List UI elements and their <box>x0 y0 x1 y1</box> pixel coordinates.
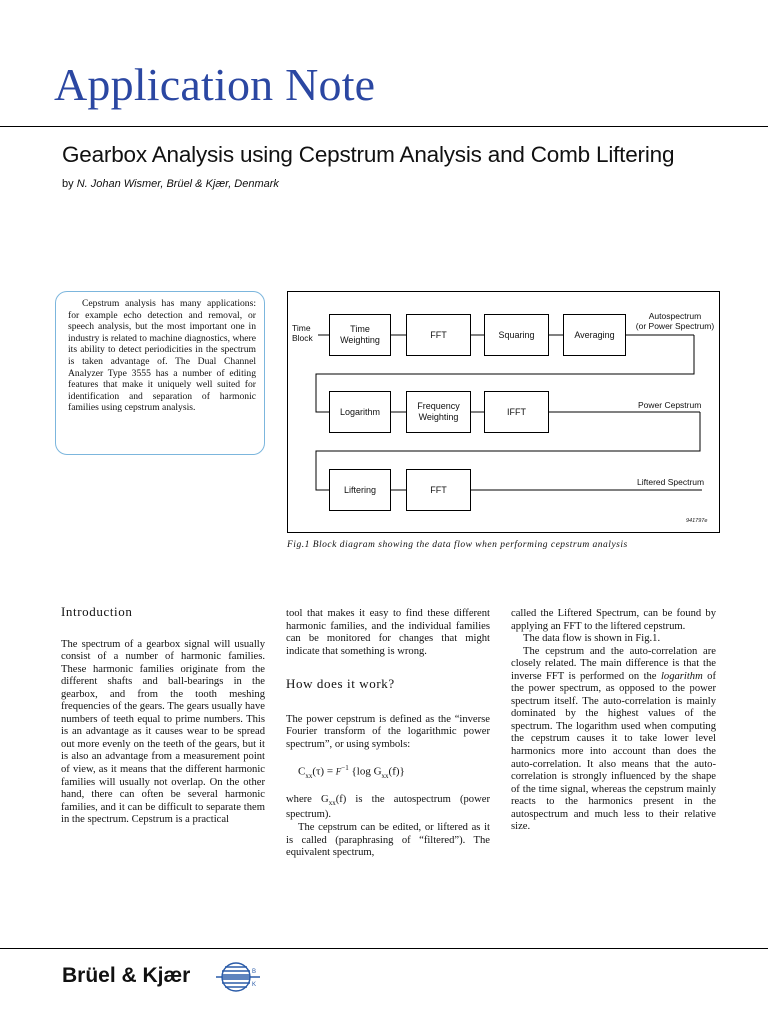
fft-block: FFT <box>406 314 471 356</box>
fft-block-2: FFT <box>406 469 471 511</box>
figure-code: 941797e <box>686 518 708 524</box>
liftered-spectrum-label: Liftered Spectrum <box>637 477 705 487</box>
col3-paragraph-1: called the Liftered Spectrum, can be found by applying an FFT to the liftered cepstrum. <box>511 608 716 632</box>
col2-paragraph-2: The power cepstrum is defined as the “inverse Fourier transform of the logarithmic power spectrum”, or using symbols: <box>286 713 490 750</box>
how-it-works-heading: How does it work? <box>286 676 395 692</box>
time-weighting-block: Time Weighting <box>329 314 391 356</box>
intro-paragraph: The spectrum of a gearbox signal will usually consist of a number of harmonic families. These harmonic families originate from the different shafts and ball-bearings in the gearbox, and from the tooth meshing frequencies of the gears. The gears usually have numbers of teeth equal to prime numbers. This is an advantage as it causes wear to be spread out more evenly on the teeth of the gears, but it is also an advantage from a measurement point of view, as it means that the different harmonic families will usually not overlap. On the other hand, there can often be several harmonic families, and it can be difficult to separate them in the spectrum. Cepstrum is a practical <box>61 638 265 826</box>
column-3 <box>511 608 716 834</box>
power-cepstrum-label: Power Cepstrum <box>638 400 702 410</box>
abstract-box <box>55 291 265 455</box>
logarithm-block: Logarithm <box>329 391 391 433</box>
top-divider <box>0 126 768 127</box>
block-diagram <box>287 291 720 533</box>
col2-paragraph-3: where $G_{xx}(f)$ is the autospectrum (power spectrum). <box>286 793 490 821</box>
time-block-label: Time Block <box>292 323 313 343</box>
column-2 <box>286 608 490 860</box>
introduction-heading: Introduction <box>61 604 133 619</box>
document-title: Gearbox Analysis using Cepstrum Analysis and Comb Liftering <box>62 142 675 167</box>
liftering-block: Liftering <box>329 469 391 511</box>
averaging-block: Averaging <box>563 314 626 356</box>
bottom-divider <box>0 948 768 949</box>
figure-caption: Fig.1 Block diagram showing the data flow when performing cepstrum analysis <box>287 540 628 550</box>
byline <box>62 178 279 190</box>
autospectrum-label: Autospectrum (or Power Spectrum) <box>635 311 715 331</box>
byline-prefix: by <box>62 178 74 190</box>
svg-text:K: K <box>252 982 257 988</box>
ifft-block: IFFT <box>484 391 549 433</box>
brand-name: Brüel & Kjær <box>62 964 191 987</box>
author-name: N. Johan Wismer, Brüel & Kjær, Denmark <box>76 178 279 190</box>
abstract-text: Cepstrum analysis has many applications: for example echo detection and removal, or speech analysis, but the most important one in industry is related to machine diagnostics, where its ability to detect periodicities in the spectrum is taken advantage of. The Dual Channel Analyzer Type 3555 has a number of editing features that make it uniquely well suited for identification and separation of harmonic families using cepstrum analysis. <box>68 298 256 414</box>
col3-paragraph-2: The data flow is shown in Fig.1. <box>523 633 661 645</box>
cepstrum-formula: $C_{xx}(\tau) = F^{-1}$ {log $G_{xx}(f)$} <box>298 764 405 781</box>
col3-paragraph-3: The cepstrum and the auto-correlation are closely related. The main difference is that the inverse FFT is performed on the logarithm of the power spectrum, as opposed to the power spectrum itself. The auto-correlation is mainly dominated by the highest values of the spectrum. The logarithm used when computing the cepstrum causes it to take lower level harmonics more into account than does the auto-correlation. It also means that the auto-correlation is strongly influenced by the shape of the time signal, whereas the cepstrum mainly reacts to the harmonics present in the autospectrum and much less to their relative size. <box>511 645 717 833</box>
squaring-block: Squaring <box>484 314 549 356</box>
column-1 <box>61 606 265 827</box>
col2-paragraph-1: tool that makes it easy to find these different harmonic families, and the individual families can be monitored for changes that might indicate that something is wrong. <box>286 608 490 657</box>
col2-paragraph-4: The cepstrum can be edited, or liftered as it is called (paraphrasing of “filtered”). The equivalent spectrum, <box>286 821 490 859</box>
frequency-weighting-block: Frequency Weighting <box>406 391 471 433</box>
app-title: Application Note <box>54 59 376 110</box>
brand-logo-icon <box>214 960 264 994</box>
svg-text:B: B <box>252 969 257 975</box>
